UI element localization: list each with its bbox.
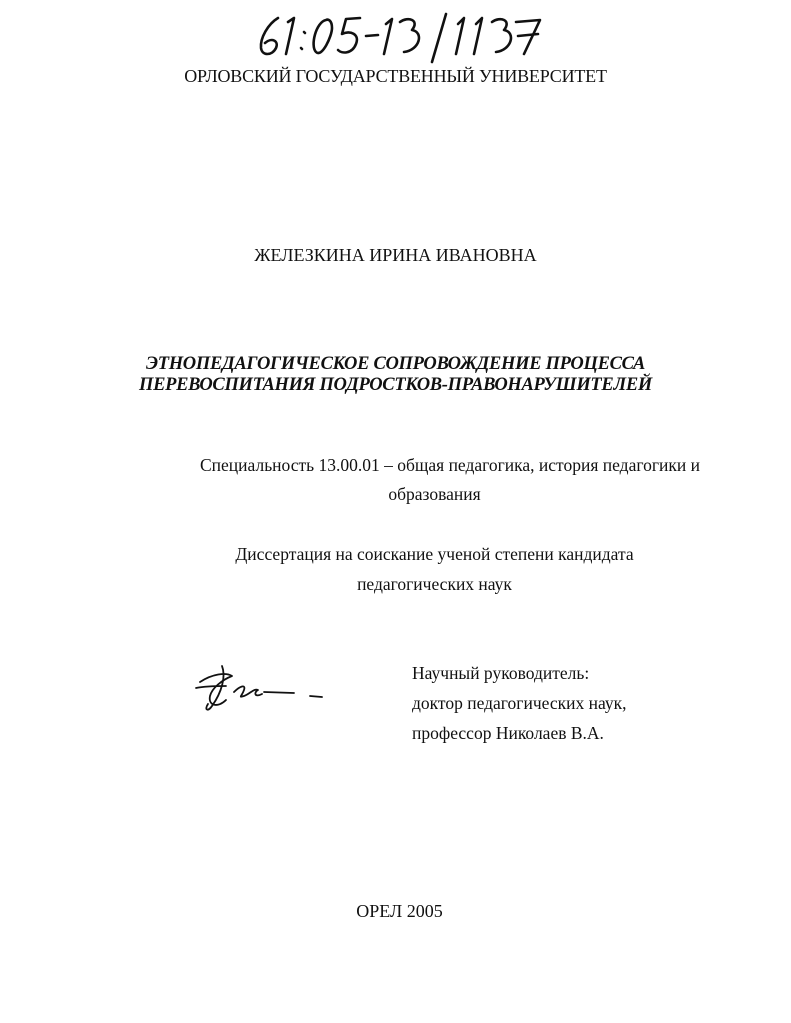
university-name: ОРЛОВСКИЙ ГОСУДАРСТВЕННЫЙ УНИВЕРСИТЕТ [184,66,607,86]
author-name: ЖЕЛЕЗКИНА ИРИНА ИВАНОВНА [254,245,537,265]
specialty-line-1: Специальность 13.00.01 – общая педагогика, история педагогики и [200,455,700,475]
supervisor-label: Научный руководитель: [412,663,590,683]
dissertation-line-2: педагогических наук [357,574,512,594]
specialty-line-2: образования [388,484,481,504]
handwritten-archive-code-drawing [248,6,548,66]
supervisor-degree: доктор педагогических наук, [412,693,627,713]
handwritten-archive-code [248,6,548,66]
supervisor-name: профессор Николаев В.А. [412,723,604,743]
author-signature [192,662,332,714]
title-line-1: ЭТНОПЕДАГОГИЧЕСКОЕ СОПРОВОЖДЕНИЕ ПРОЦЕССА [145,354,646,374]
title-line-2: ПЕРЕВОСПИТАНИЯ ПОДРОСТКОВ-ПРАВОНАРУШИТЕЛЕЙ [139,375,652,395]
city-year: ОРЕЛ 2005 [356,901,443,921]
signature-drawing [192,662,332,714]
dissertation-line-1: Диссертация на соискание ученой степени кандидата [235,544,634,564]
